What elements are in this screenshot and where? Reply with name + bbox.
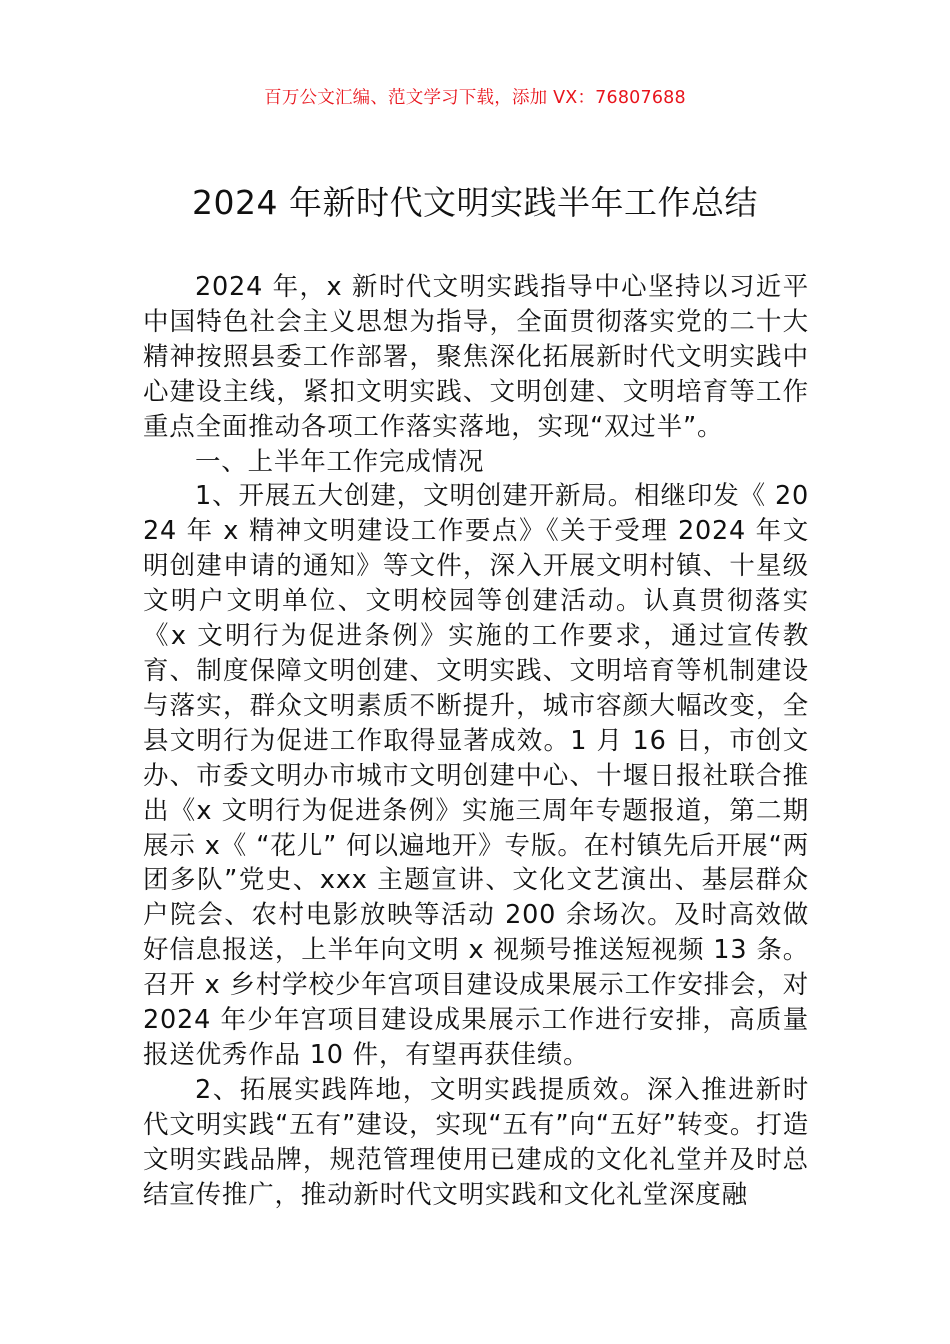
document-title: 2024 年新时代文明实践半年工作总结 (192, 183, 758, 222)
paragraph-item-2: 2、拓展实践阵地，文明实践提质效。深入推进新时代文明实践“五有”建设，实现“五有”向“五好”转变。打造文明实践品牌，规范管理使用已建成的文化礼堂并及时总结宣传推广，推动新时代文明实践和文化礼堂深度融 (143, 1074, 809, 1210)
paragraph-item-1: 1、开展五大创建，文明创建开新局。相继印发《 2024 年 x 精神文明建设工作要点》《关于受理 2024 年文明创建申请的通知》等文件，深入开展文明村镇、十星级文明户文明单位、文明校园等创建活动。认真贯彻落实《x 文明行为促进条例》实施的工作要求，通过宣传教育、制度保障文明创建、文明实践、文明培育等机制建设与落实，群众文明素质不断提升，城市容颜大幅改变，全县文明行为促进工作取得显著成效。1 月 16 日，市创文办、市委文明办市城市文明创建中心、十堰日报社联合推出《x 文明行为促进条例》实施三周年专题报道，第二期展示 x《 “花儿” 何以遍地开》专版。在村镇先后开展“两团多队”党史、xxx 主题宣讲、文化文艺演出、基层群众户院会、农村电影放映等活动 200 余场次。及时高效做好信息报送，上半年向文明 x 视频号推送短视频 13 条。召开 x 乡村学校少年宫项目建设成果展示工作安排会，对 2024 年少年宫项目建设成果展示工作进行安排，高质量报送优秀作品 10 件，有望再获佳绩。 (143, 481, 809, 1070)
watermark-banner: 百万公文汇编、范文学习下载，添加 VX：76807688 (264, 88, 686, 108)
intro-paragraph: 2024 年，x 新时代文明实践指导中心坚持以习近平中国特色社会主义思想为指导，全面贯彻落实党的二十大精神按照县委工作部署，聚焦深化拓展新时代文明实践中心建设主线，紧扣文明实践、文明创建、文明培育等工作重点全面推动各项工作落实落地，实现“双过半”。 (143, 272, 809, 442)
document-body (143, 270, 809, 1212)
section-heading: 一、上半年工作完成情况 (195, 446, 485, 477)
